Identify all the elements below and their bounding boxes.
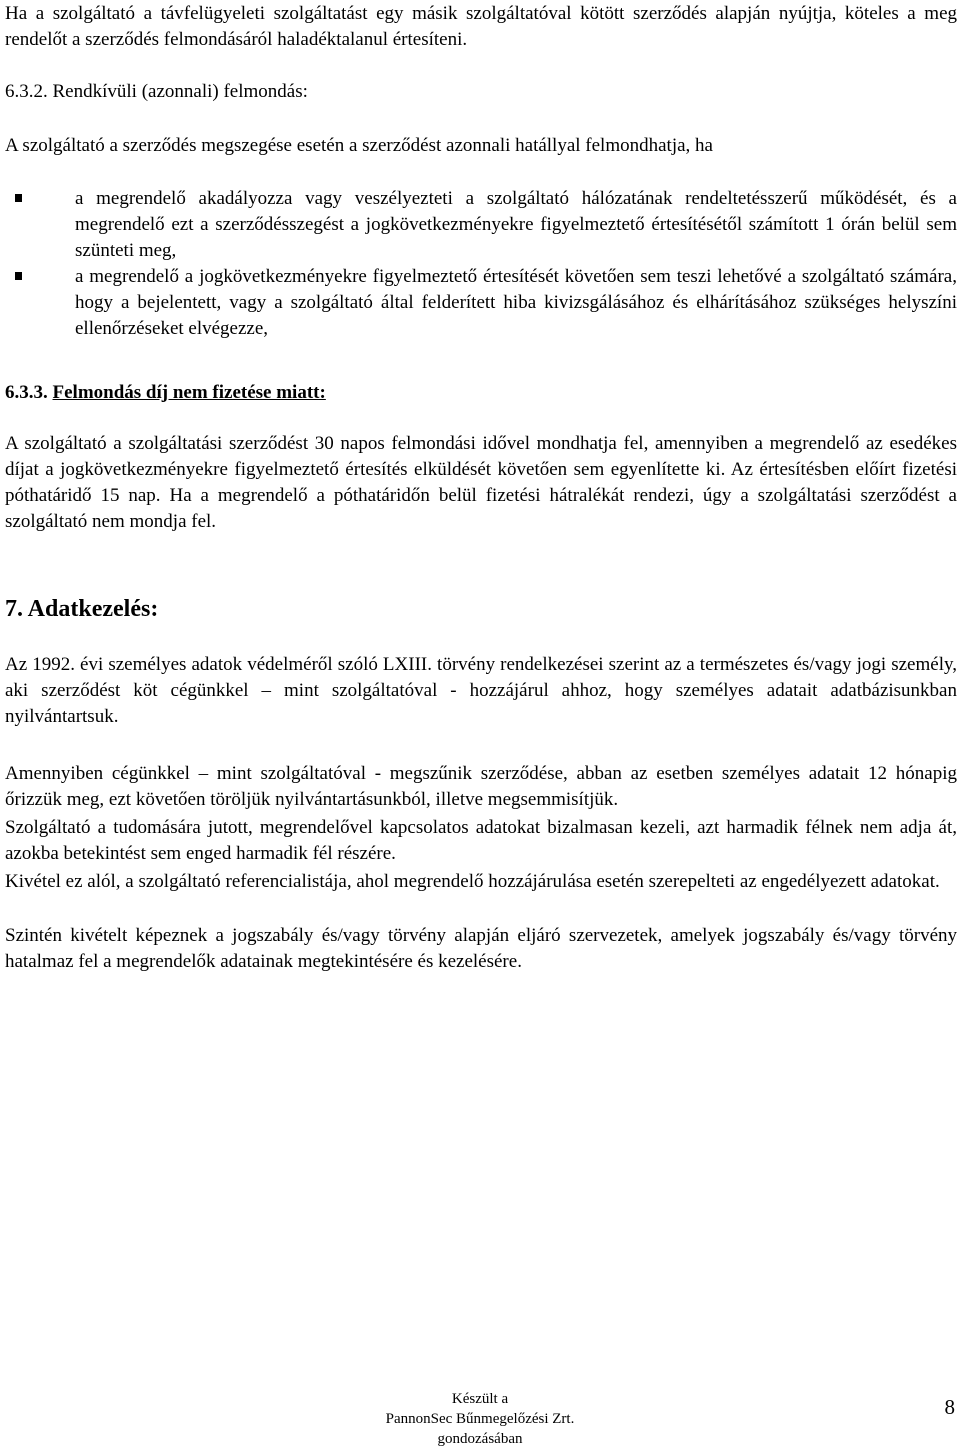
- bullet-text: a megrendelő a jogkövetkezményekre figyelmeztető értesítését követően sem teszi lehetővé a szolgáltató számára, hogy a bejelentett, vagy a szolgáltató által felderített hiba kivizsgálásához és elhárításához szükséges helyszíni ellenőrzéseket elvégezze,: [75, 266, 957, 339]
- section-633-heading: [5, 380, 326, 406]
- page-footer: [0, 1389, 960, 1449]
- section-633-body: A szolgáltató a szolgáltatási szerződést 30 napos felmondási idővel mondhatja fel, amennyiben a megrendelő az esedékes díjat a jogkövetkezményekre figyelmeztető értesítés elküldését követően sem egyenlítette ki. Az értesítésben előírt fizetési póthatáridő 15 nap. Ha a megrendelő a póthatáridőn belül fizetési hátralékát rendezi, úgy a szolgáltatási szerződést a szolgáltató nem mondja fel.: [5, 433, 957, 532]
- intro-paragraph: Ha a szolgáltató a távfelügyeleti szolgáltatást egy másik szolgáltatóval kötött szerződés alapján nyújtja, köteles a meg rendelőt a szerződés felmondásáról haladéktalanul értesíteni.: [5, 3, 957, 50]
- footer-line-2: PannonSec Bűnmegelőzési Zrt.: [385, 1411, 575, 1427]
- section-632-heading: [5, 79, 308, 105]
- section-7-paragraph-3: Szolgáltató a tudomására jutott, megrendelővel kapcsolatos adatokat bizalmasan kezeli, azt harmadik félnek nem adja át, azokba betekintést sem enged harmadik fél részére.: [5, 817, 957, 864]
- section-632-number: 6.3.2.: [5, 81, 48, 102]
- section-632-lead: A szolgáltató a szerződés megszegése esetén a szerződést azonnali hatállyal felmondhatja, ha: [5, 135, 713, 156]
- section-633-number: 6.3.3.: [5, 382, 48, 403]
- section-632-bullet-list: [5, 186, 957, 342]
- footer-line-3: gondozásában: [437, 1431, 523, 1447]
- section-633-title: Felmondás díj nem fizetése miatt:: [52, 382, 326, 403]
- square-bullet-icon: [15, 194, 22, 202]
- bullet-text: a megrendelő akadályozza vagy veszélyezteti a szolgáltató hálózatának rendeltetésszerű működését, és a megrendelő ezt a szerződésszegést a jogkövetkezményekre figyelmeztető értesítésétől számított 1 órán belül sem szünteti meg,: [75, 188, 957, 261]
- section-7-paragraph-4: Kivétel ez alól, a szolgáltató referencialistája, ahol megrendelő hozzájárulása esetén szerepelteti az engedélyezett adatokat.: [5, 871, 940, 892]
- section-7-paragraph-2: Amennyiben cégünkkel – mint szolgáltatóval - megszűnik szerződése, abban az esetben személyes adatait 12 hónapig őrizzük meg, ezt követően töröljük nyilvántartásunkból, illetve megsemmisítjük.: [5, 763, 957, 810]
- square-bullet-icon: [15, 272, 22, 280]
- bullet-item: [5, 264, 957, 342]
- section-7-heading: 7. Adatkezelés:: [5, 596, 159, 622]
- bullet-item: [5, 186, 957, 264]
- footer-line-1: Készült a: [451, 1391, 509, 1407]
- section-632-title: Rendkívüli (azonnali) felmondás:: [52, 81, 308, 102]
- section-7-paragraph-5: Szintén kivételt képeznek a jogszabály és/vagy törvény alapján eljáró szervezetek, amelyek jogszabály és/vagy törvény hatalmaz fel a megrendelők adatainak megtekintésére és kezelésére.: [5, 925, 957, 972]
- page-number: 8: [944, 1395, 955, 1419]
- section-7-paragraph-1: Az 1992. évi személyes adatok védelméről szóló LXIII. törvény rendelkezései szerint az a természetes és/vagy jogi személy, aki szerződést köt cégünkkel – mint szolgáltatóval - hozzájárul ahhoz, hogy személyes adatait adatbázisunkban nyilvántartsuk.: [5, 654, 957, 727]
